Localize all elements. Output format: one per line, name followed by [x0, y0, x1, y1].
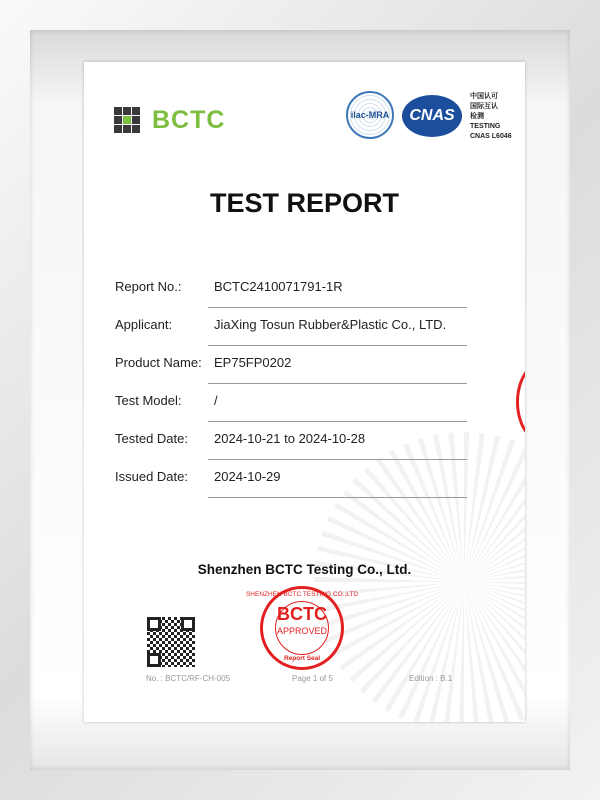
seal-status: APPROVED	[276, 626, 327, 636]
company-name: Shenzhen BCTC Testing Co., Ltd.	[197, 562, 412, 577]
approval-seal	[245, 586, 359, 670]
certificate-page	[84, 62, 525, 722]
field-value: /	[214, 393, 218, 408]
bctc-logo-icon	[114, 107, 140, 133]
field-value: EP75FP0202	[214, 355, 292, 370]
caption-line: 中国认可	[470, 93, 498, 100]
cnas-logo: CNAS	[402, 95, 462, 137]
field-report-no	[115, 270, 467, 308]
seal-caption: Report Seal	[283, 655, 321, 662]
field-label: Tested Date:	[115, 431, 188, 446]
caption-line: 检测	[470, 113, 484, 120]
field-value: 2024-10-29	[214, 469, 281, 484]
field-label: Applicant:	[115, 317, 173, 332]
edge-seal	[516, 362, 525, 442]
seal-brand: BCTC	[277, 604, 327, 624]
field-product-name	[115, 346, 467, 384]
field-applicant	[115, 308, 467, 346]
edition: Edition : B.1	[409, 674, 453, 683]
caption-line: 国际互认	[470, 103, 498, 110]
caption-line: TESTING	[470, 123, 501, 130]
seal-ring-text: SHENZHEN BCTC TESTING CO.,LTD	[245, 591, 359, 598]
field-value: JiaXing Tosun Rubber&Plastic Co., LTD.	[214, 317, 447, 332]
field-label: Product Name:	[115, 355, 202, 370]
caption-line: CNAS L6046	[470, 133, 512, 140]
page-title: TEST REPORT	[209, 188, 399, 218]
field-label: Issued Date:	[115, 469, 188, 484]
field-value: BCTC2410071791-1R	[214, 279, 343, 294]
bctc-logo-text: BCTC	[152, 106, 226, 134]
field-test-model	[115, 384, 467, 422]
page-number: Page 1 of 5	[292, 674, 333, 683]
cnas-caption	[470, 92, 512, 142]
field-tested-date	[115, 422, 467, 460]
document-number: No. : BCTC/RF-CH-005	[146, 674, 231, 683]
field-issued-date	[115, 460, 467, 498]
field-label: Test Model:	[115, 393, 182, 408]
qr-code[interactable]	[147, 617, 195, 667]
field-value: 2024-10-21 to 2024-10-28	[214, 431, 366, 446]
field-label: Report No.:	[115, 279, 182, 294]
ilac-mra-logo: ilac-MRA	[346, 91, 394, 139]
